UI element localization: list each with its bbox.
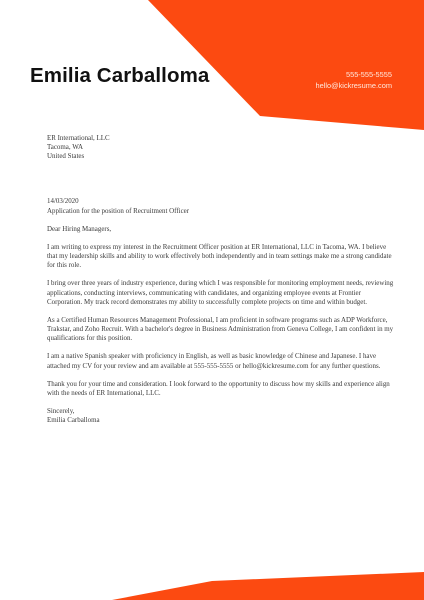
- paragraph-languages: I am a native Spanish speaker with proficiency in English, as well as basic knowledge of Chinese and Japanese. I have attached my CV for your review and am available at 555-555-5555 or hello@kickresume.com for any further questions.: [47, 352, 381, 370]
- recipient-address: [47, 134, 397, 161]
- letter-date: 14/03/2020: [47, 197, 79, 206]
- paragraph-experience: I bring over three years of industry experience, during which I was responsible for monitoring employment needs, reviewing applications, conducting interviews, communicating with candidates, and organizing employee events at Frontier Corporation. My track record demonstrates my ability to successfully complete projects on time and within budget.: [47, 279, 394, 306]
- phone-number[interactable]: 555-555-5555: [345, 70, 392, 79]
- recipient-company: ER International, LLC: [47, 134, 110, 142]
- footer-accent-shape: [112, 572, 424, 600]
- recipient-country: United States: [47, 152, 85, 161]
- letter-subject: Application for the position of Recruitment Officer: [47, 206, 190, 215]
- salutation: Dear Hiring Managers,: [47, 224, 112, 233]
- paragraph-closing: Thank you for your time and consideration. I look forward to the opportunity to discuss how my skills and experience align with the needs of ER International, LLC.: [47, 379, 390, 397]
- recipient-city: Tacoma, WA: [47, 143, 83, 152]
- letter-body: [47, 134, 397, 425]
- email-address[interactable]: hello@kickresume.com: [315, 80, 392, 90]
- signature: Emilia Carballoma: [47, 416, 100, 425]
- closing: Sincerely,: [47, 406, 75, 415]
- contact-info: [315, 70, 392, 91]
- paragraph-qualifications: As a Certified Human Resources Management Professional, I am proficient in software programs such as ADP Workforce, Trakstar, and Zoho Recruit. With a bachelor's degree in Business Administration from Geneva College, I am confident in my qualifications for this position.: [47, 315, 394, 343]
- paragraph-intro: I am writing to express my interest in the Recruitment Officer position at ER International, LLC in Tacoma, WA. I believe that my leadership skills and ability to work effectively both independently and in team settings make me a strong candidate for this role.: [47, 242, 392, 270]
- applicant-name: Emilia Carballoma: [30, 64, 210, 87]
